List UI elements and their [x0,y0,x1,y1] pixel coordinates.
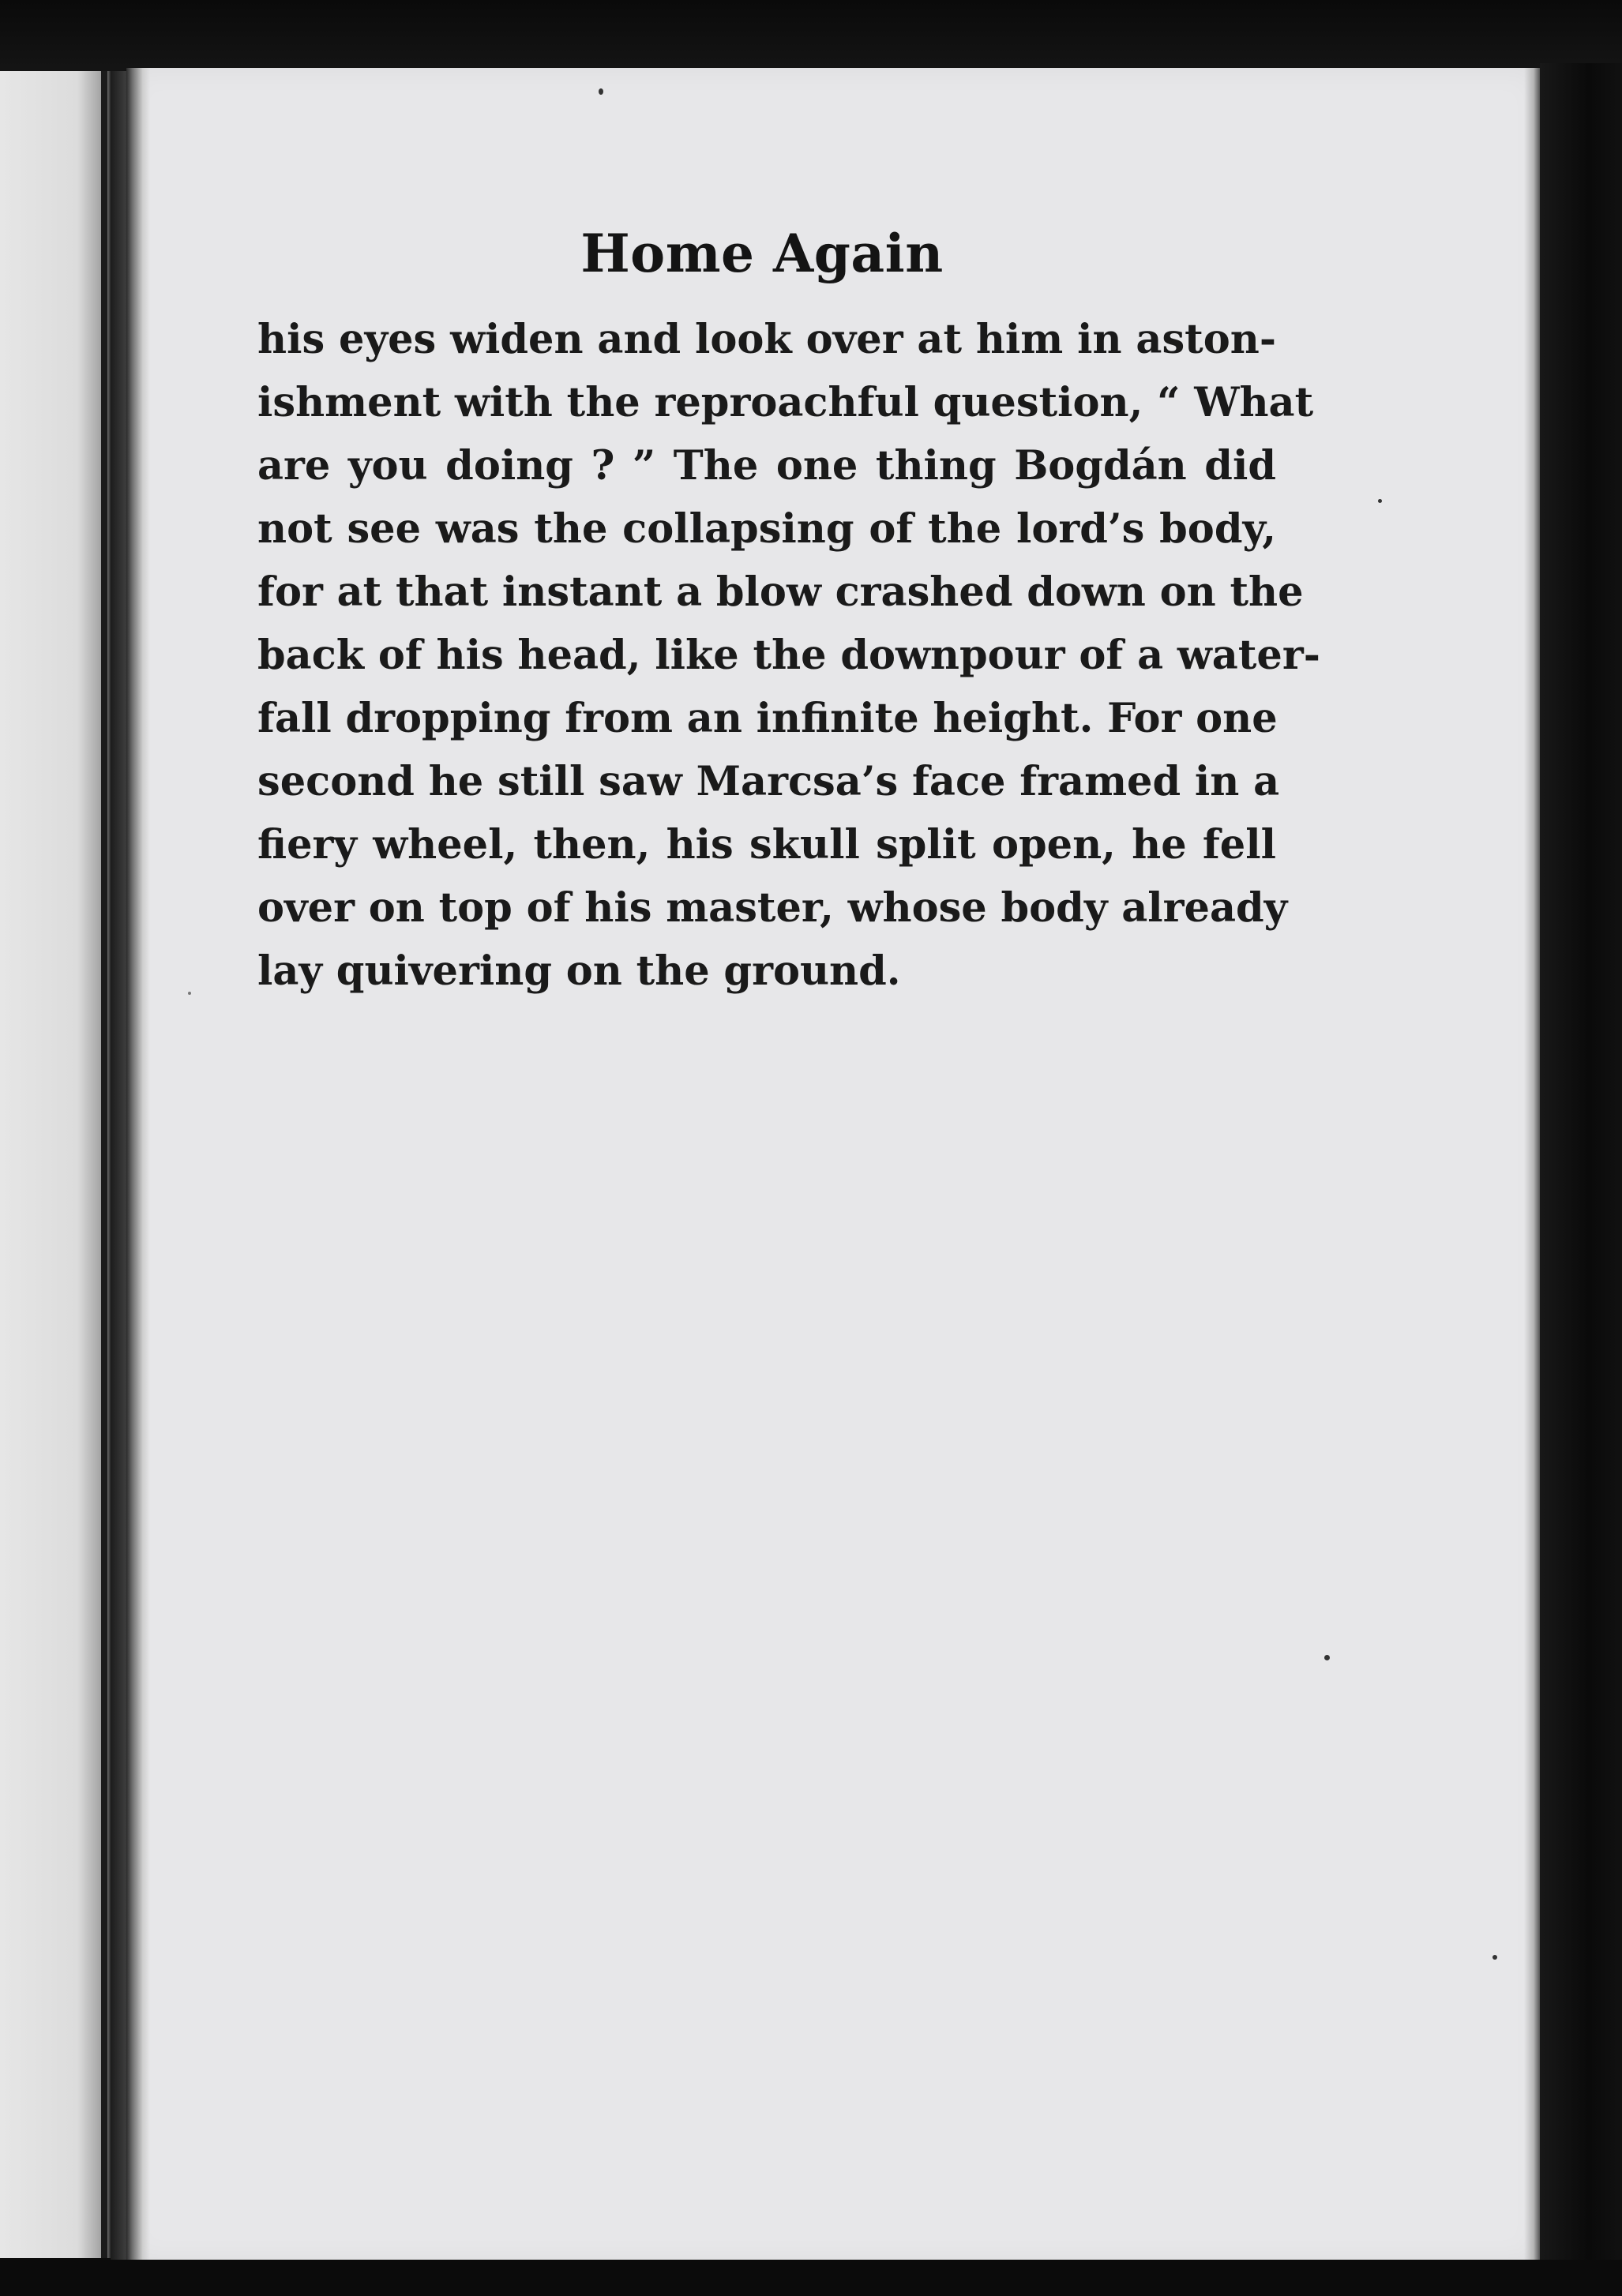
dust-speck [1324,1655,1330,1660]
running-head: Home Again [580,223,944,284]
dust-speck [599,88,603,95]
text-line: fiery wheel, then, his skull split open, he fell [257,821,1276,869]
text-line: back of his head, like the downpour of a water- [257,632,1320,679]
scan-background-bottom [0,2260,1622,2296]
dust-speck [188,992,191,995]
scan-background-top [0,0,1622,75]
text-line: lay quivering on the ground. [257,947,901,995]
dust-speck [1378,499,1382,503]
body-text [257,308,1320,1003]
text-line: ishment with the reproachful question, “ What [257,379,1314,426]
text-line: not see was the collapsing of the lord’s body, [257,505,1276,553]
dust-speck [1492,1955,1497,1960]
text-line: fall dropping from an infinite height. For one [257,695,1278,742]
text-line: over on top of his master, whose body already [257,884,1288,932]
text-line: for at that instant a blow crashed down on the [257,568,1304,616]
facing-page-edge [0,71,111,2258]
text-line: his eyes widen and look over at him in aston- [257,316,1276,363]
text-line: second he still saw Marcsa’s face framed in a [257,758,1280,805]
scan-background-right [1540,63,1622,2296]
text-line: are you doing ? ” The one thing Bogdán did [257,442,1276,490]
